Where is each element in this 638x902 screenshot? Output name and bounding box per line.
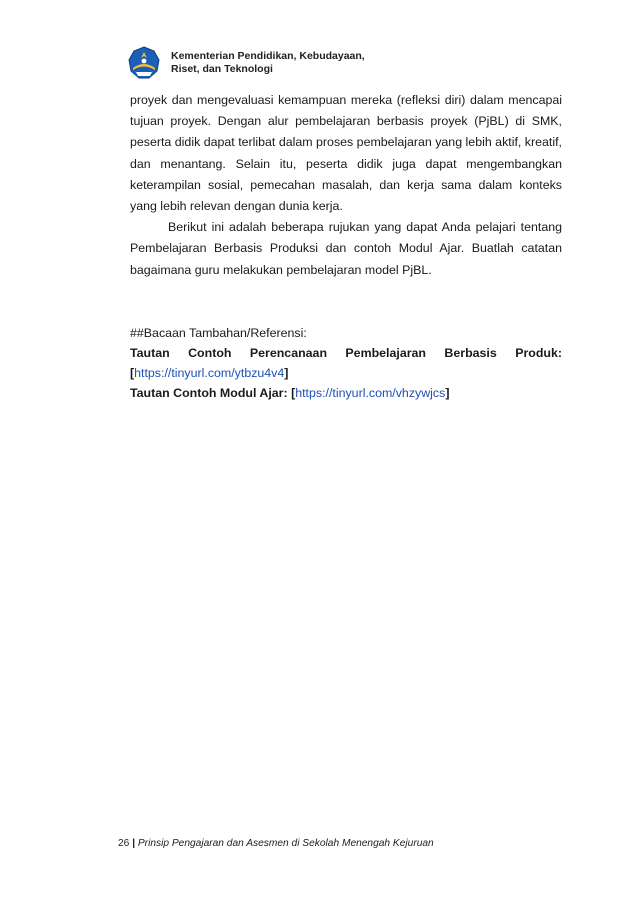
bracket-close: ] [284, 365, 289, 380]
org-line-2: Riset, dan Teknologi [171, 63, 273, 75]
bracket-open: [ [291, 385, 296, 400]
reference-1-link-line [130, 363, 562, 383]
reference-1-label [130, 343, 562, 363]
references-section [130, 323, 562, 403]
bracket-close: ] [445, 385, 450, 400]
reference-2-line [130, 383, 562, 403]
ref1-word: Berbasis [444, 345, 497, 360]
body-paragraph-2: Berikut ini adalah beberapa rujukan yang dapat Anda pelajari tentang Pembelajaran Berbasis Produksi dan contoh Modul Ajar. Buatlah catatan bagaimana guru melakukan pembelajaran model PjBL. [130, 220, 562, 277]
ref1-word: Contoh [188, 345, 232, 360]
reference-2-label: Tautan Contoh Modul Ajar: [130, 385, 292, 400]
reference-1-link[interactable]: https://tinyurl.com/ytbzu4v4 [134, 365, 285, 380]
ref1-word: Perencanaan [249, 345, 328, 360]
reference-2-link[interactable]: https://tinyurl.com/vhzywjcs [295, 385, 446, 400]
page-number: 26 [118, 838, 130, 849]
org-line-1: Kementerian Pendidikan, Kebudayaan, [171, 50, 365, 62]
tut-wuri-handayani-logo-icon [127, 46, 161, 80]
ref1-word: Pembelajaran [345, 345, 427, 360]
footer-title: Prinsip Pengajaran dan Asesmen di Sekolah Menengah Kejuruan [137, 838, 434, 849]
footer-separator: | [132, 838, 136, 849]
ref1-word: Produk: [515, 345, 562, 360]
page-content [130, 90, 562, 403]
references-heading: ##Bacaan Tambahan/Referensi: [130, 325, 307, 340]
organization-name [171, 50, 365, 76]
page-header [127, 43, 365, 83]
page-footer [118, 838, 434, 849]
body-paragraph-1: proyek dan mengevaluasi kemampuan mereka (refleksi diri) dalam mencapai tujuan proyek. Dengan alur pembelajaran berbasis proyek (PjBL) di SMK, peserta didik dapat terlibat dalam proses pembelajaran yang lebih aktif, kreatif, dan menantang. Selain itu, peserta didik juga dapat mengembangkan keterampilan sosial, pemecahan masalah, dan kerja sama dalam konteks yang lebih relevan dengan dunia kerja. [130, 93, 562, 214]
bracket-open: [ [130, 365, 135, 380]
ref1-word: Tautan [130, 345, 170, 360]
